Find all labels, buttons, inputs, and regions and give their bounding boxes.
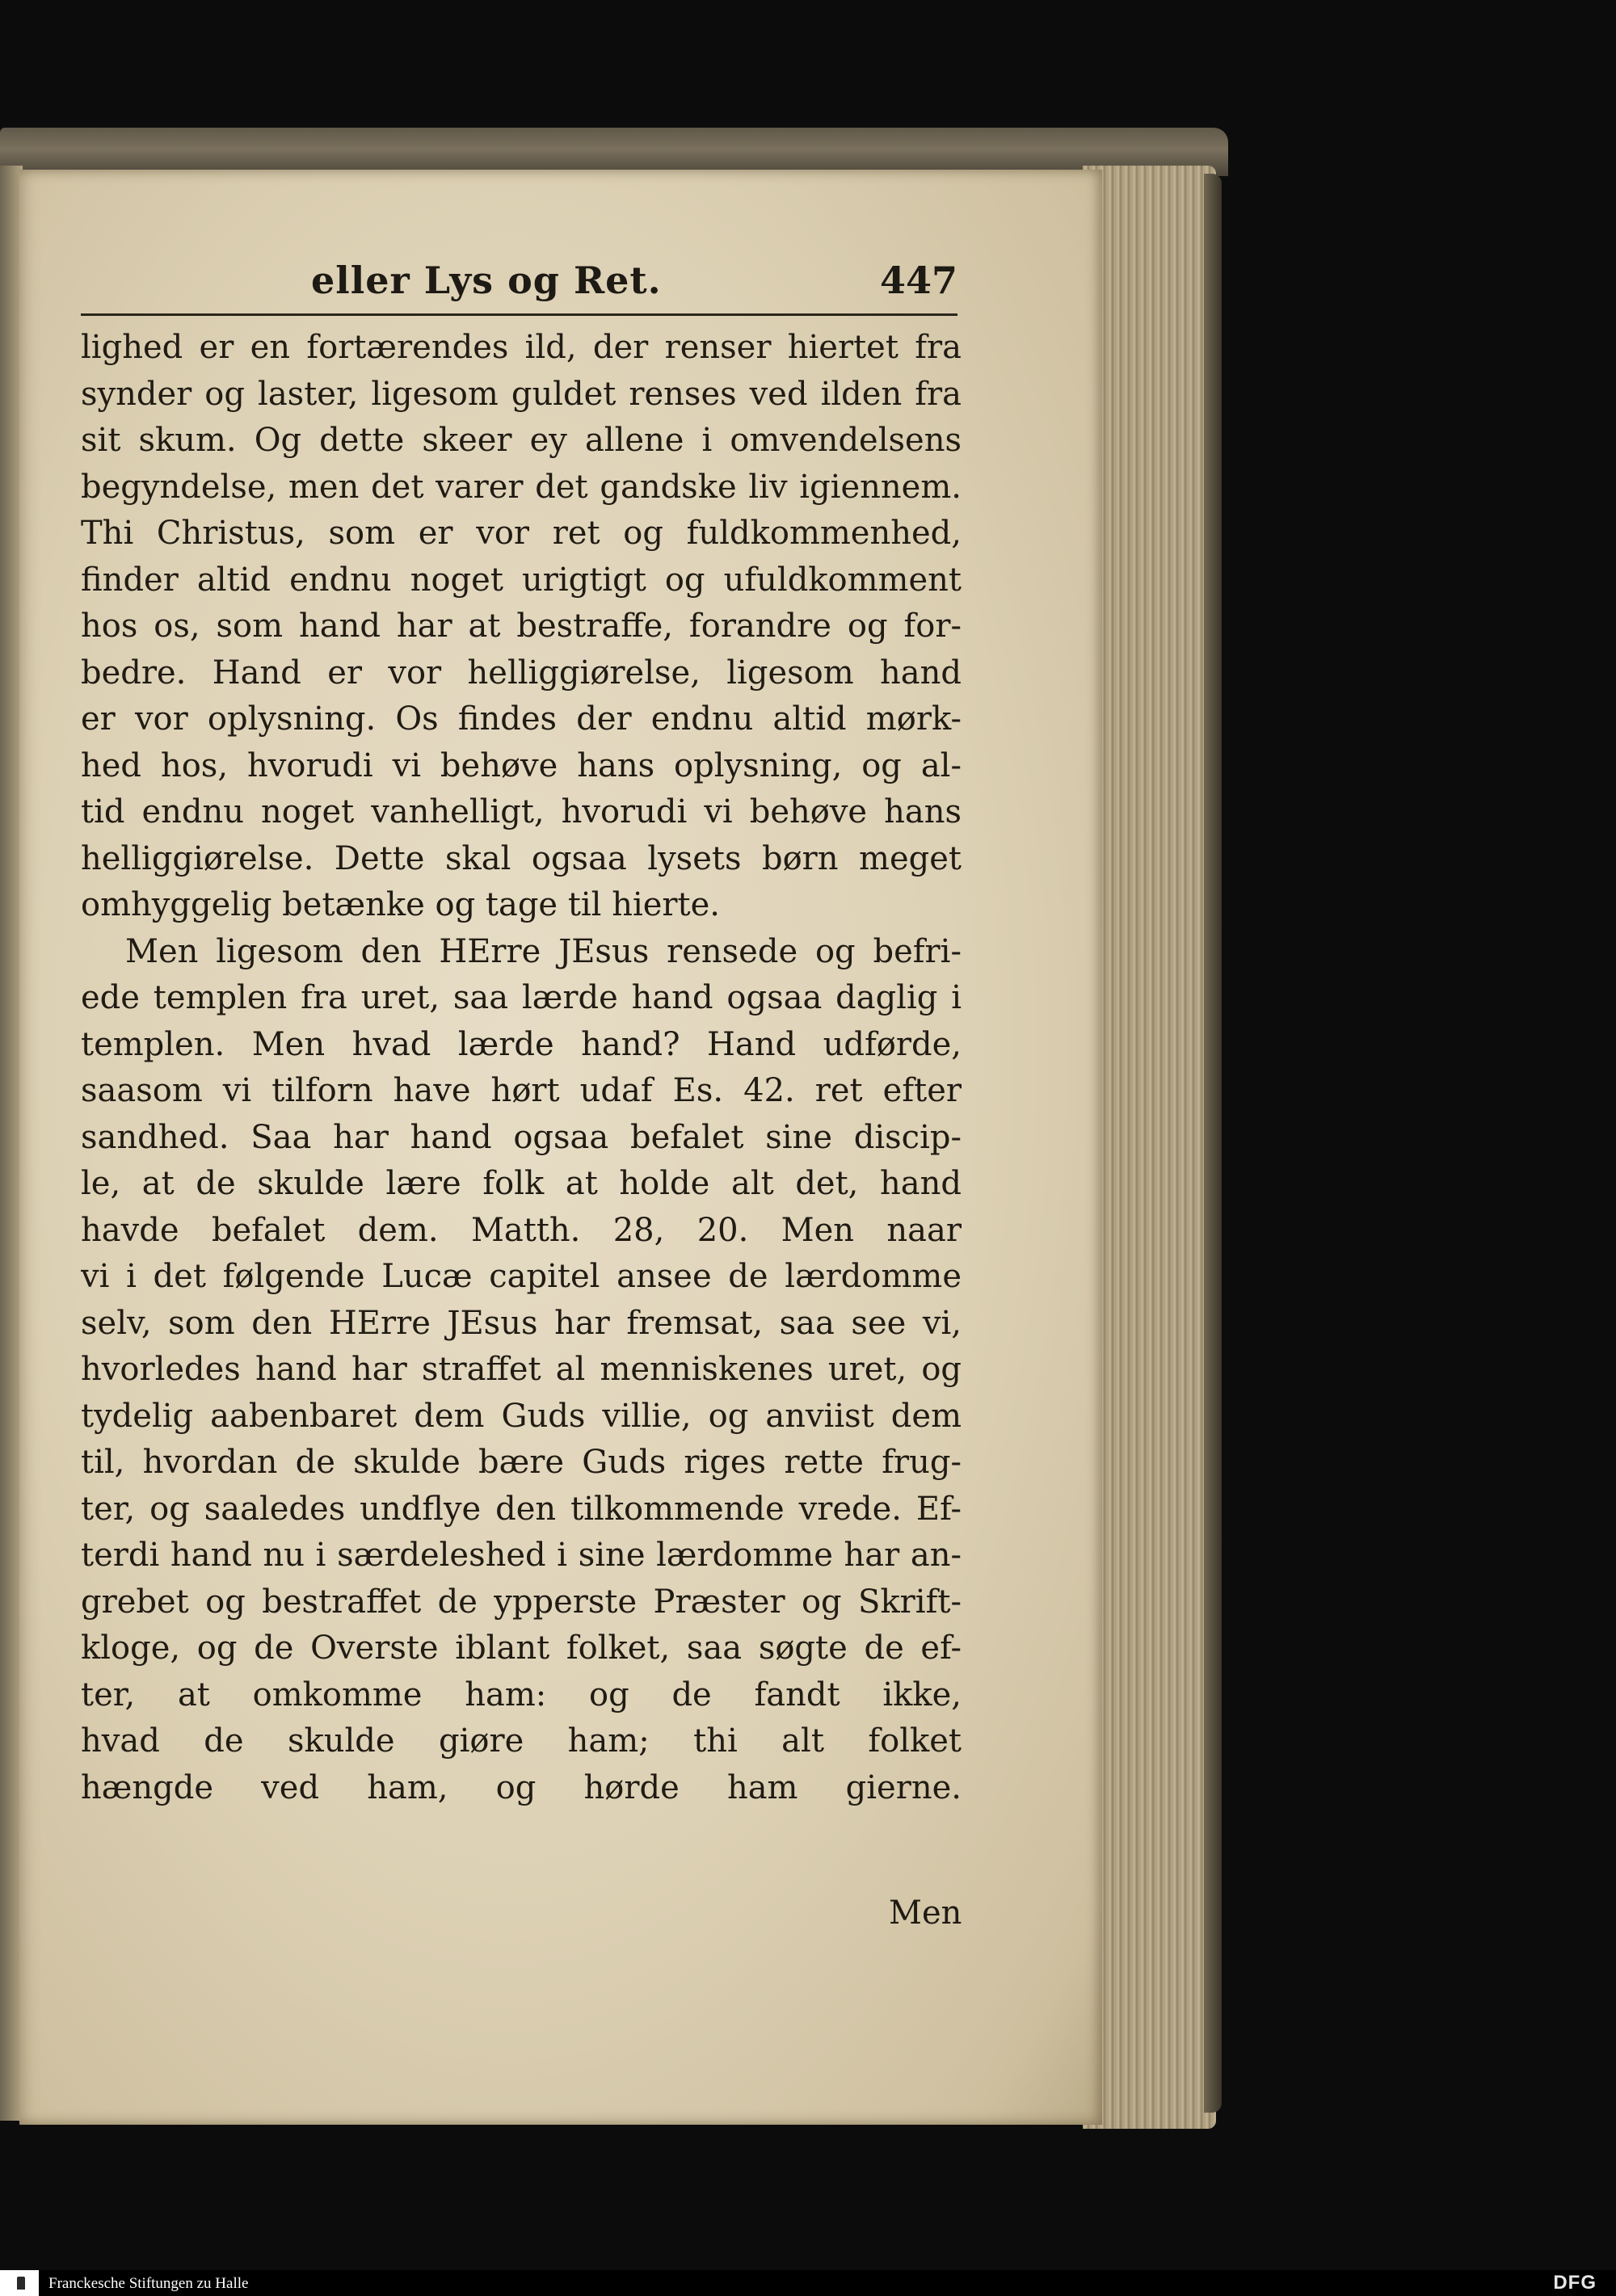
page-header [81,259,957,323]
text-line: havde befalet dem. Matth. 28, 20. Men naar [81,1211,962,1249]
text-line: sit skum. Og dette skeer ey allene i omvendelsens [81,422,962,459]
text-line: finder altid endnu noget urigtigt og ufuldkomment [81,561,962,599]
footer-institution: Franckesche Stiftungen zu Halle [48,2275,249,2292]
body-text [81,325,962,1811]
book-cover-edge [1204,174,1222,2113]
text-line: hed hos, hvorudi vi behøve hans oplysning, og al- [81,746,962,784]
catchword: Men [889,1894,962,1932]
text-line: hvorledes hand har straffet al menniskenes uret, og [81,1351,962,1388]
text-line: selv, som den HErre JEsus har fremsat, saa see vi, [81,1304,962,1342]
text-line: bedre. Hand er vor helliggiørelse, ligesom hand [81,654,962,692]
text-line: tydelig aabenbaret dem Guds villie, og anviist dem [81,1397,962,1435]
viewer-footer [0,2270,1616,2296]
text-line: saasom vi tilforn have hørt udaf Es. 42. ret efter [81,1072,962,1109]
text-line: omhyggelig betænke og tage til hierte. [81,886,720,923]
dfg-logo: DFG [1553,2272,1597,2294]
header-rule [81,313,957,316]
text-line: hvad de skulde giøre ham; thi alt folket [81,1722,962,1760]
text-line: ter, at omkomme ham: og de fandt ikke, [81,1676,962,1714]
text-line: le, at de skulde lære folk at holde alt det, hand [81,1165,962,1202]
page-stack [1083,166,1216,2129]
institution-logo-icon [6,2272,36,2294]
text-line: kloge, og de Overste iblant folket, saa søgte de ef- [81,1629,962,1667]
text-line: hængde ved ham, og hørde ham gierne. [81,1768,962,1806]
text-line: grebet og bestraffet de ypperste Præster og Skrift- [81,1583,962,1621]
footer-bar [39,2270,1616,2296]
text-line: lighed er en fortærendes ild, der renser hiertet fra [81,329,962,366]
text-line: terdi hand nu i særdeleshed i sine lærdomme har an- [81,1537,962,1574]
text-line: vi i det følgende Lucæ capitel ansee de lærdomme [81,1258,962,1295]
text-line: Men ligesom den HErre JEsus rensede og befri- [125,932,962,970]
text-line: er vor oplysning. Os findes der endnu altid mørk- [81,700,962,738]
text-line: ter, og saaledes undflye den tilkommende vrede. Ef- [81,1490,962,1528]
text-line: hos os, som hand har at bestraffe, forandre og for- [81,608,962,645]
text-line: synder og laster, ligesom guldet renses ved ilden fra [81,375,962,413]
running-title: eller Lys og Ret. [311,259,662,302]
page-number: 447 [879,259,957,302]
text-line: templen. Men hvad lærde hand? Hand udførde, [81,1025,962,1063]
text-line: tid endnu noget vanhelligt, hvorudi vi behøve hans [81,793,962,831]
text-line: Thi Christus, som er vor ret og fuldkommenhed, [81,515,962,552]
text-line: sandhed. Saa har hand ogsaa befalet sine discip- [81,1118,962,1156]
text-line: til, hvordan de skulde bære Guds riges rette frug- [81,1444,962,1481]
text-line: ede templen fra uret, saa lærde hand ogsaa daglig i [81,979,962,1016]
book-top-edge [0,128,1228,176]
text-line: helliggiørelse. Dette skal ogsaa lysets børn meget [81,839,962,877]
text-line: begyndelse, men det varer det gandske liv igiennem. [81,468,962,506]
